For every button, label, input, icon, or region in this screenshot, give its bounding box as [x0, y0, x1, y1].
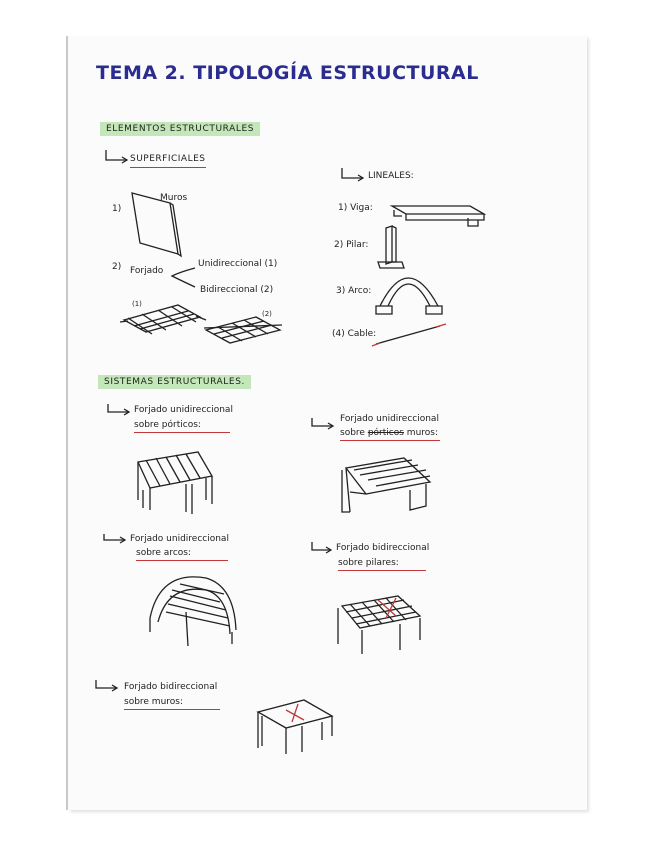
cable-label: (4) Cable: [332, 329, 377, 339]
sistema-2-subtitle [340, 428, 440, 441]
forjado-label: Forjado [130, 266, 164, 276]
sistema-5-subtitle: sobre muros: [124, 697, 220, 710]
beam-sketch [392, 206, 484, 226]
cable-sketch [372, 324, 446, 346]
sistema-1-subtitle: sobre pórticos: [134, 420, 230, 433]
muros-number: 1) [112, 204, 122, 214]
sistema-3-subtitle: sobre arcos: [136, 548, 228, 561]
underline [130, 167, 206, 168]
wall-slab-sketch [342, 458, 430, 512]
section-heading-sistemas: SISTEMAS ESTRUCTURALES. [98, 375, 251, 389]
grid-slab-walls-sketch [258, 700, 332, 754]
sistema-2-title: Forjado unidireccional [340, 414, 439, 424]
column-sketch [378, 226, 404, 268]
unidireccional-label: Unidireccional (1) [198, 259, 278, 269]
sistema-2-subtitle-pre: sobre [340, 428, 365, 438]
forjado-number: 2) [112, 262, 122, 272]
arco-label: 3) Arco: [336, 286, 372, 296]
muros-label: Muros [160, 193, 188, 203]
sistema-4-subtitle: sobre pilares: [338, 558, 426, 571]
arch-sketch [376, 278, 442, 314]
sistema-1-title: Forjado unidireccional [134, 405, 233, 415]
slab-unidirectional-sketch [120, 305, 206, 334]
brace-icon [172, 268, 195, 287]
sistema-2-subtitle-struck: pórticos [367, 428, 404, 438]
lineales-label: LINEALES: [368, 171, 414, 181]
sistema-4-title: Forjado bidireccional [336, 543, 430, 553]
sistema-2-subtitle-post: muros: [406, 428, 438, 438]
superficiales-label: SUPERFICIALES [130, 154, 206, 164]
figure-2-label: (2) [262, 310, 272, 318]
pilar-label: 2) Pilar: [334, 240, 369, 250]
grid-slab-columns-sketch [338, 596, 420, 654]
sistema-3-title: Forjado unidireccional [130, 534, 229, 544]
frame-slab-sketch [138, 452, 212, 514]
slab-bidirectional-sketch [204, 317, 282, 343]
viga-label: 1) Viga: [338, 203, 373, 213]
figure-1-label: (1) [132, 300, 142, 308]
bidireccional-label: Bidireccional (2) [200, 285, 274, 295]
page-title: TEMA 2. TIPOLOGÍA ESTRUCTURAL [96, 62, 479, 84]
section-heading-elementos: ELEMENTOS ESTRUCTURALES [100, 122, 260, 136]
arch-slab-sketch [150, 577, 236, 646]
sistema-5-title: Forjado bidireccional [124, 682, 218, 692]
arrow-icon [106, 150, 126, 160]
arrow-icon [342, 168, 362, 178]
